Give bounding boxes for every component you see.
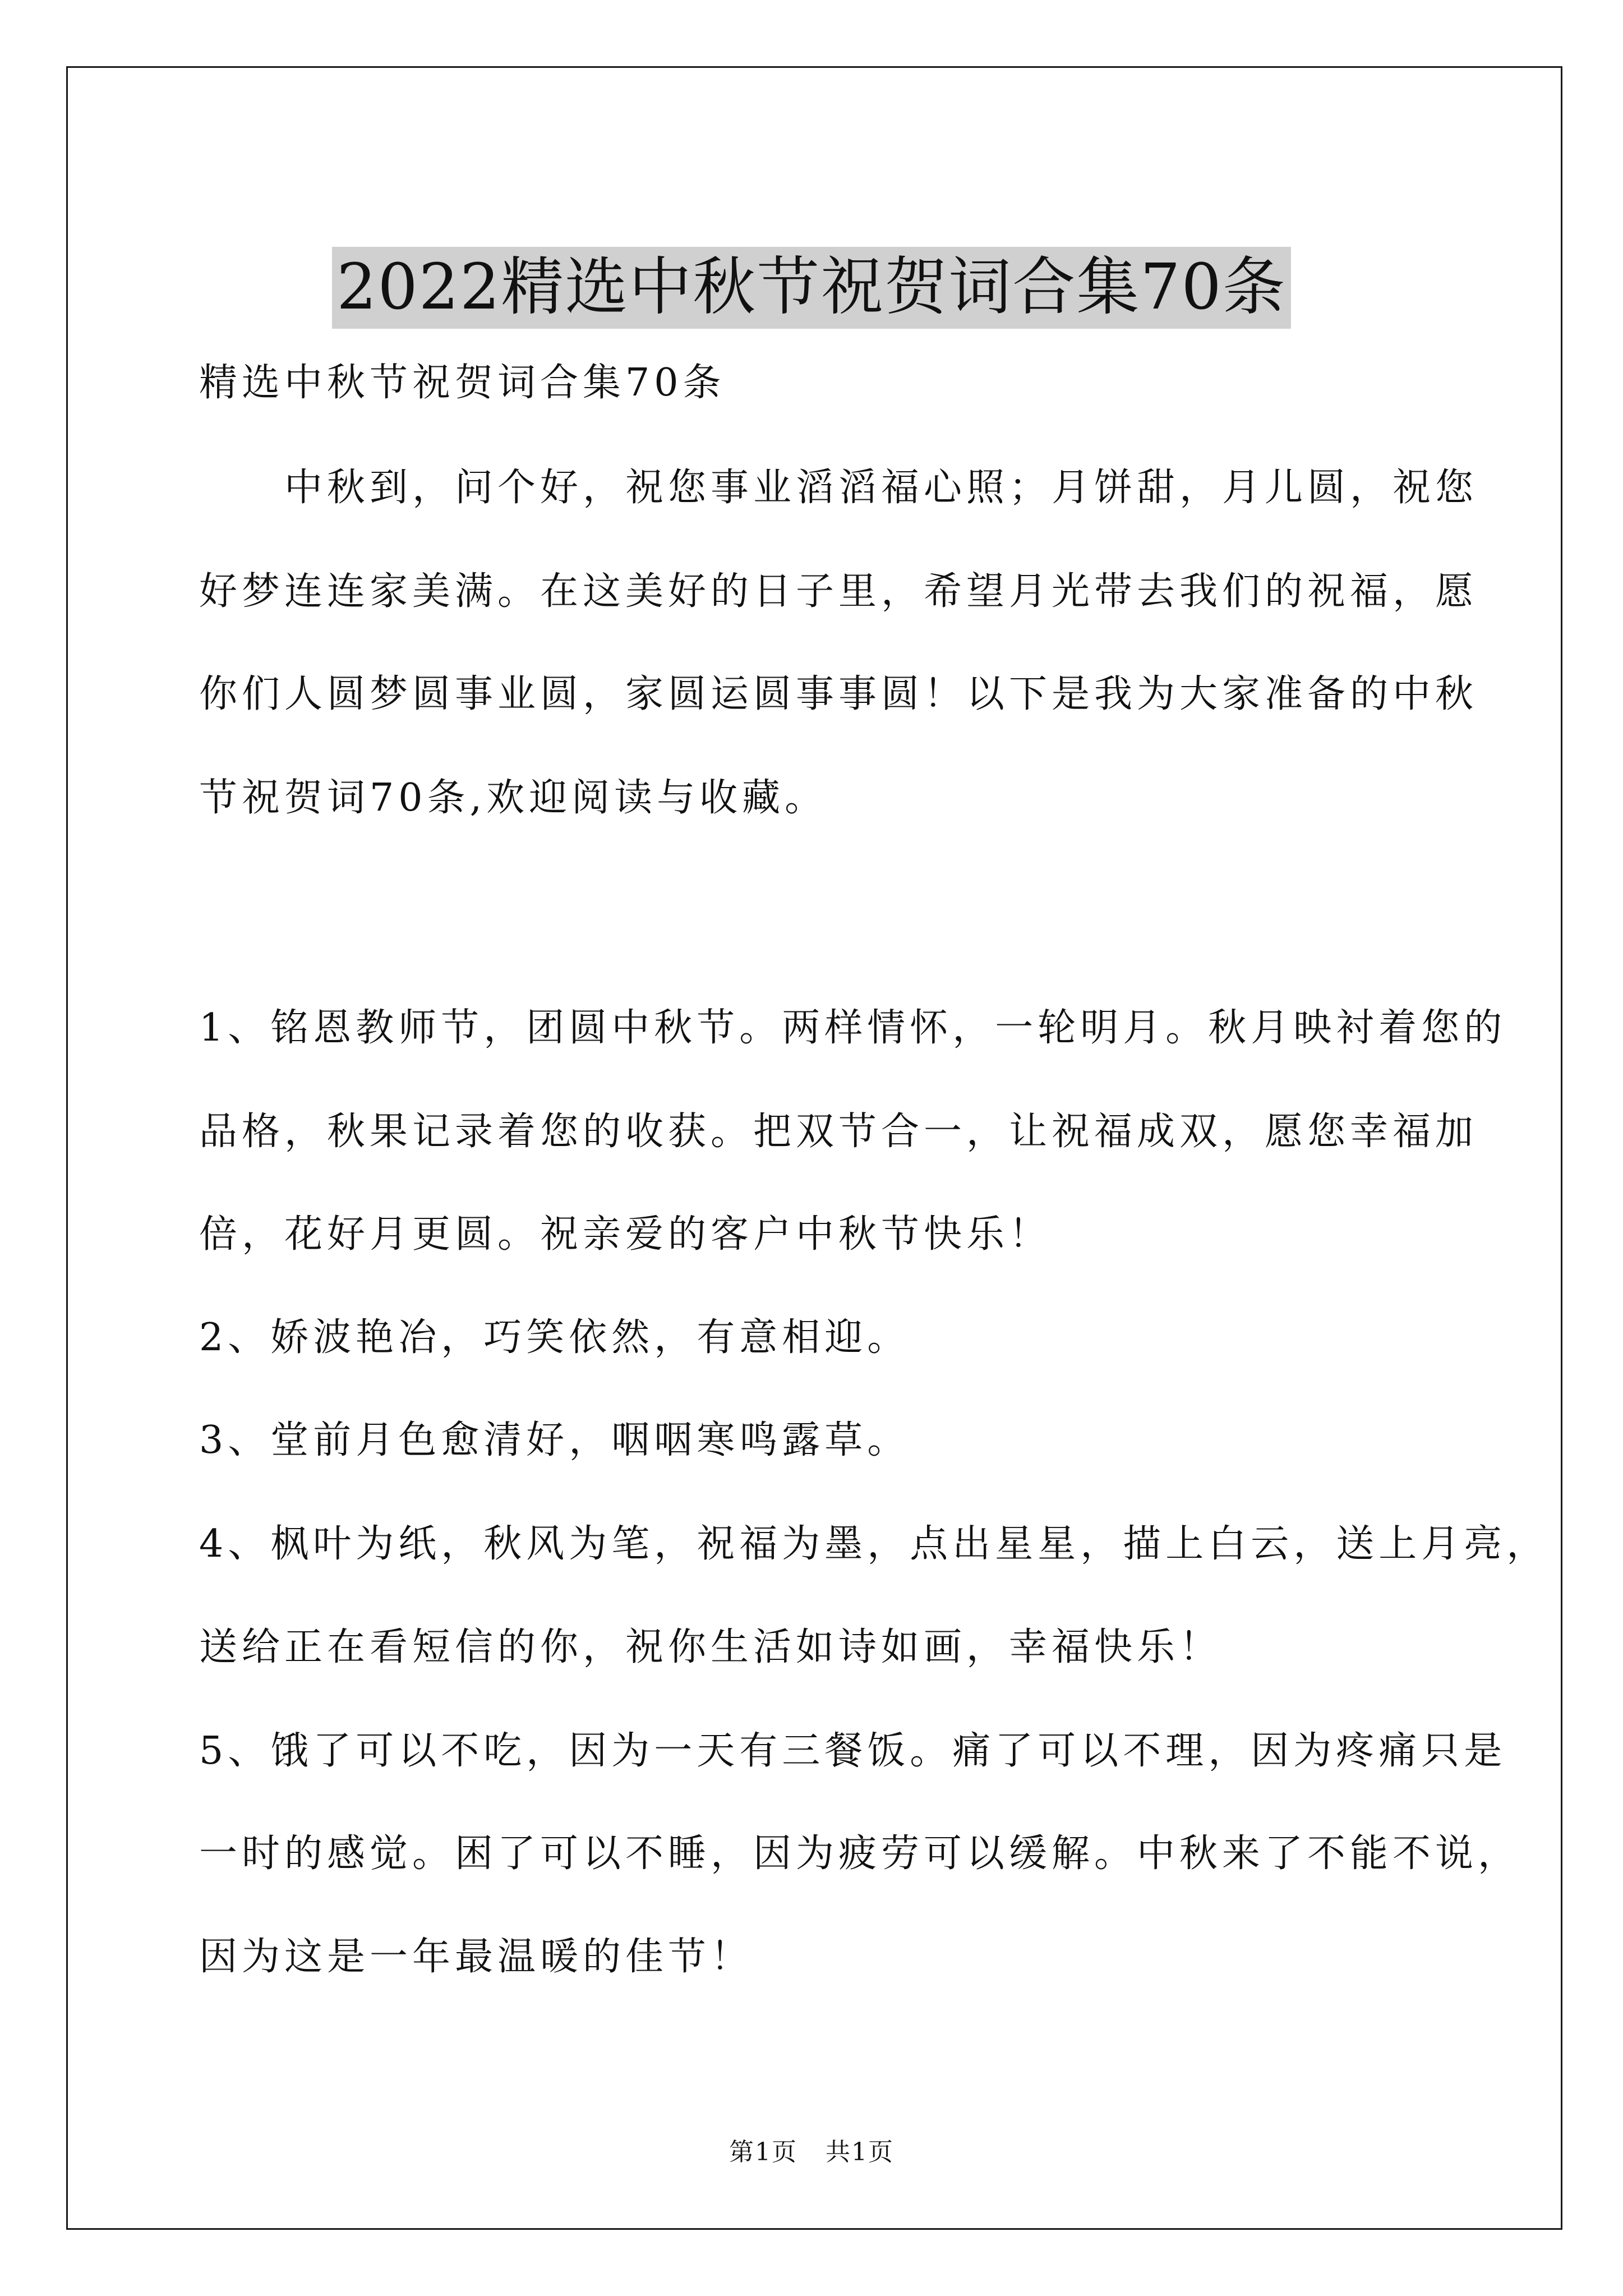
list-item-line: 5、饿了可以不吃，因为一天有三餐饭。痛了可以不理，因为疼痛只是 xyxy=(199,1729,1507,1773)
paragraph-line: 好梦连连家美满。在这美好的日子里，希望月光带去我们的祝福，愿 xyxy=(199,569,1478,614)
paragraph-line: 中秋到，问个好，祝您事业滔滔福心照；月饼甜，月儿圆，祝您 xyxy=(199,466,1478,510)
list-item-line: 倍，花好月更圆。祝亲爱的客户中秋节快乐！ xyxy=(199,1212,1052,1257)
list-item-line: 一时的感觉。困了可以不睡，因为疲劳可以缓解。中秋来了不能不说， xyxy=(199,1832,1521,1876)
paragraph-line: 节祝贺词70条,欢迎阅读与收藏。 xyxy=(199,776,828,820)
page-number: 第1页 xyxy=(729,2138,797,2166)
page-total: 共1页 xyxy=(826,2138,894,2166)
page-footer xyxy=(0,2132,1623,2168)
list-item-line: 品格，秋果记录着您的收获。把双节合一，让祝福成双，愿您幸福加 xyxy=(199,1110,1478,1154)
list-item-line: 2、娇波艳冶，巧笑依然，有意相迎。 xyxy=(199,1315,910,1360)
document-title: 2022精选中秋节祝贺词合集70条 xyxy=(332,247,1291,329)
document-subtitle: 精选中秋节祝贺词合集70条 xyxy=(199,361,726,405)
list-item-line: 4、枫叶为纸，秋风为笔，祝福为墨，点出星星，描上白云，送上月亮， xyxy=(199,1522,1550,1566)
paragraph-line: 你们人圆梦圆事业圆，家圆运圆事事圆！以下是我为大家准备的中秋 xyxy=(199,672,1478,716)
list-item-line: 3、堂前月色愈清好，咽咽寒鸣露草。 xyxy=(199,1418,910,1462)
list-item-line: 1、铭恩教师节，团圆中秋节。两样情怀，一轮明月。秋月映衬着您的 xyxy=(199,1006,1507,1050)
list-item-line: 送给正在看短信的你，祝你生活如诗如画，幸福快乐！ xyxy=(199,1625,1223,1669)
list-item-line: 因为这是一年最温暖的佳节！ xyxy=(199,1935,754,1979)
title-wrap xyxy=(0,205,1623,371)
